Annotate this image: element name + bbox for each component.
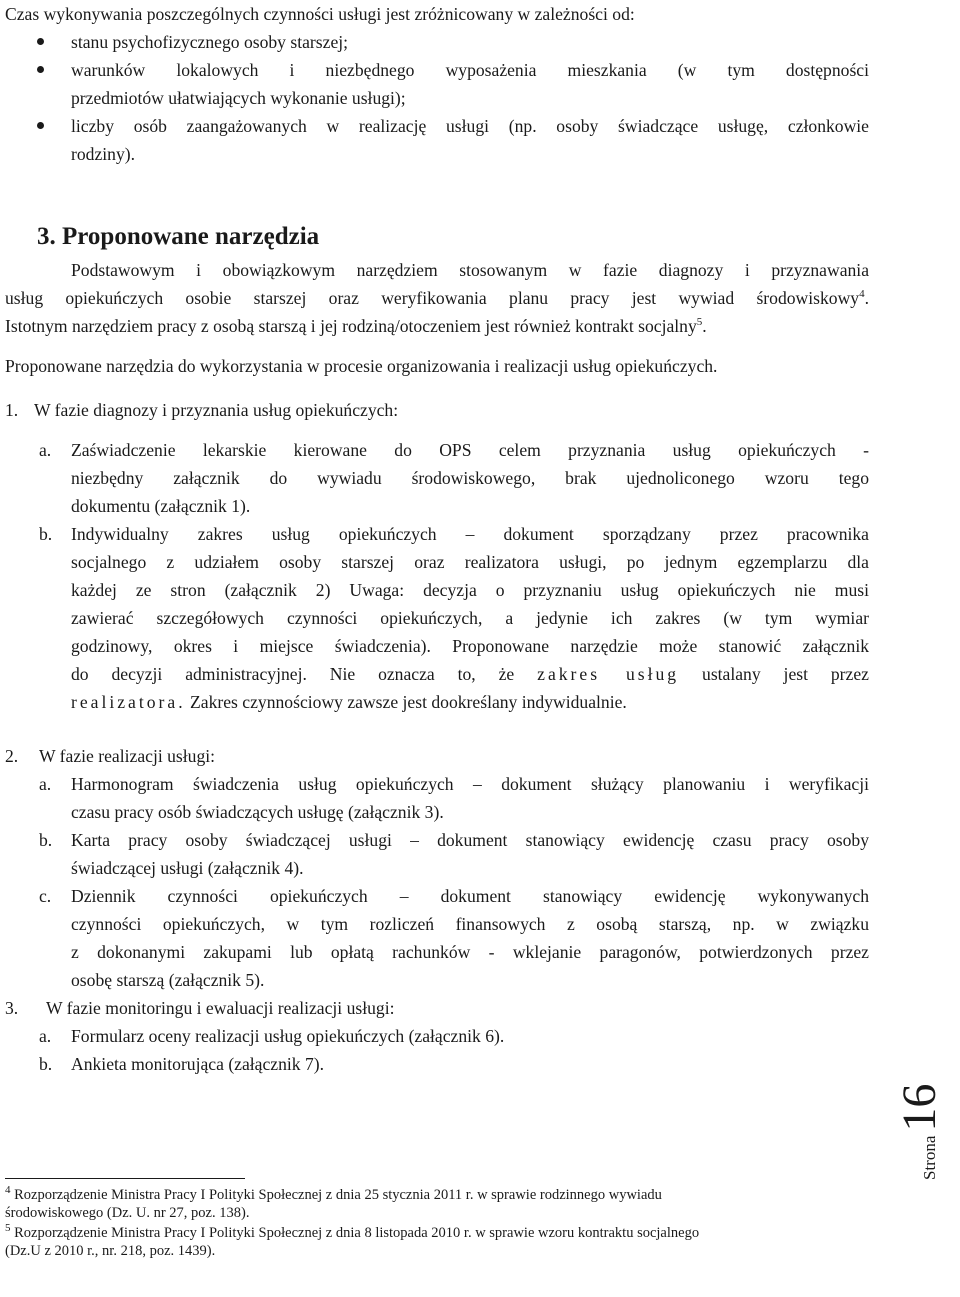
item-2c-line-2: czynności opiekuńczych, w tym rozliczeń finansowych z osobą starszą, np. w związku (71, 914, 869, 934)
footnote-mark: 5 (5, 1222, 11, 1235)
intro-bullet-3-line-2: rodziny). (71, 144, 136, 164)
phase-1-title: W fazie diagnozy i przyznania usług opiekuńczych: (34, 400, 399, 420)
footnote-text: Rozporządzenie Ministra Pracy I Polityki Społecznej z dnia 25 stycznia 2011 r. w sprawie rodzinnego wywiadu (14, 1187, 662, 1203)
footnote-ref-4: 4 (859, 288, 865, 301)
page-number (893, 1040, 960, 1180)
para-text: ustalany jest przez (702, 664, 869, 684)
bullet-dot (37, 66, 44, 73)
item-1b-line-3: każdej ze stron (załącznik 2) Uwaga: decyzja o przyznaniu usług opiekuńczych nie musi (71, 580, 869, 600)
spaced-text: realizatora. (71, 692, 186, 712)
footnote-separator (5, 1178, 245, 1179)
phase-2-number: 2. (5, 746, 19, 766)
section-para-2: Proponowane narzędzia do wykorzystania w procesie organizowania i realizacji usług opiekuńczych. (5, 356, 718, 376)
spaced-text: zakres usług (537, 664, 680, 684)
item-1b-line-6 (71, 660, 869, 688)
item-label: c. (39, 886, 52, 906)
para-text: do decyzji administracyjnej. Nie oznacza to, że (71, 664, 515, 684)
item-2b-line-1: Karta pracy osoby świadczącej usługi – dokument stanowiący ewidencję czasu pracy osoby (71, 830, 869, 850)
intro-bullet-2-line-2: przedmiotów ułatwiających wykonanie usługi); (71, 88, 406, 108)
item-1b-line-4: zawierać szczegółowych czynności opiekuńczych, a jedynie ich zakres (w tym wymiar (71, 608, 869, 628)
section-para-line-1: Podstawowym i obowiązkowym narzędziem stosowanym w fazie diagnozy i przyznawania (71, 260, 869, 280)
section-number: 3. (37, 223, 56, 250)
section-heading (37, 222, 319, 252)
item-2b-line-2: świadczącej usługi (załącznik 4). (71, 858, 304, 878)
intro-bullet-1: stanu psychofizycznego osoby starszej; (71, 32, 349, 52)
footnote-ref-5: 5 (696, 316, 703, 329)
item-label: a. (39, 1026, 52, 1046)
item-1b-line-7 (71, 688, 627, 716)
section-title: Proponowane narzędzia (62, 223, 320, 250)
item-label: a. (39, 774, 52, 794)
page-number-value: 16 (893, 1083, 946, 1132)
item-3a: Formularz oceny realizacji usług opiekuńczych (załącznik 6). (71, 1026, 505, 1046)
para-text: usług opiekuńczych osobie starszej oraz weryfikowania planu pracy jest wywiad środowiskowy (5, 288, 860, 308)
para-text: Zakres czynnościowy zawsze jest dookreślany indywidualnie. (190, 692, 627, 712)
para-text: . (864, 288, 869, 308)
phase-3-title: W fazie monitoringu i ewaluacji realizacji usługi: (46, 998, 395, 1018)
item-label: a. (39, 440, 52, 460)
phase-1-number: 1. (5, 400, 19, 420)
para-text: Istotnym narzędziem pracy z osobą starszą i jej rodziną/otoczeniem jest również kontrakt socjalny (5, 316, 697, 336)
item-1b-line-5: godzinowy, okres i miejsce świadczenia). Proponowane narzędzie może stanowić załącznik (71, 636, 869, 656)
phase-2-title: W fazie realizacji usługi: (39, 746, 216, 766)
page-number-rotated (893, 1040, 960, 1180)
item-1a-line-1: Zaświadczenie lekarskie kierowane do OPS celem przyznania usług opiekuńczych - (71, 440, 869, 460)
item-1b-line-2: socjalnego z udziałem osoby starszej oraz realizatora usługi, po jednym egzemplarzu dla (71, 552, 869, 572)
footnote-5-line-1 (5, 1224, 699, 1242)
bullet-dot (37, 122, 44, 129)
footnote-mark: 4 (5, 1184, 11, 1197)
item-1b-line-1: Indywidualny zakres usług opiekuńczych – dokument sporządzany przez pracownika (71, 524, 869, 544)
item-3b: Ankieta monitorująca (załącznik 7). (71, 1054, 325, 1074)
bullet-dot (37, 38, 44, 45)
footnote-4-line-2: środowiskowego (Dz. U. nr 27, poz. 138). (5, 1205, 250, 1221)
item-2a-line-2: czasu pracy osób świadczących usługę (załącznik 3). (71, 802, 444, 822)
item-label: b. (39, 830, 53, 850)
footnote-4-line-1 (5, 1186, 662, 1204)
item-label: b. (39, 1054, 53, 1074)
intro-lead: Czas wykonywania poszczególnych czynności usługi jest zróżnicowany w zależności od: (5, 4, 635, 24)
item-2c-line-4: osobę starszą (załącznik 5). (71, 970, 265, 990)
item-2c-line-3: z dokonanymi zakupami lub opłatą rachunków - wklejanie paragonów, potwierdzonych przez (71, 942, 869, 962)
item-1a-line-2: niezbędny załącznik do wywiadu środowiskowego, brak ujednoliconego wzoru tego (71, 468, 869, 488)
section-para-line-3 (5, 312, 707, 340)
item-1a-line-3: dokumentu (załącznik 1). (71, 496, 251, 516)
item-2c-line-1: Dziennik czynności opiekuńczych – dokument stanowiący ewidencję wykonywanych (71, 886, 869, 906)
section-para-line-2 (5, 284, 869, 312)
page-number-word: Strona (920, 1135, 939, 1180)
phase-3-number: 3. (5, 998, 19, 1018)
item-2a-line-1: Harmonogram świadczenia usług opiekuńczych – dokument służący planowaniu i weryfikacji (71, 774, 869, 794)
footnote-text: Rozporządzenie Ministra Pracy I Polityki Społecznej z dnia 8 listopada 2010 r. w sprawie wzoru kontraktu socjalnego (14, 1225, 700, 1241)
para-text: . (702, 316, 707, 336)
footnote-5-line-2: (Dz.U z 2010 r., nr. 218, poz. 1439). (5, 1243, 216, 1259)
intro-bullet-3-line-1: liczby osób zaangażowanych w realizację usługi (np. osoby świadczące usługę, członkowie (71, 116, 869, 136)
intro-bullet-2-line-1: warunków lokalowych i niezbędnego wyposażenia mieszkania (w tym dostępności (71, 60, 869, 80)
item-label: b. (39, 524, 53, 544)
